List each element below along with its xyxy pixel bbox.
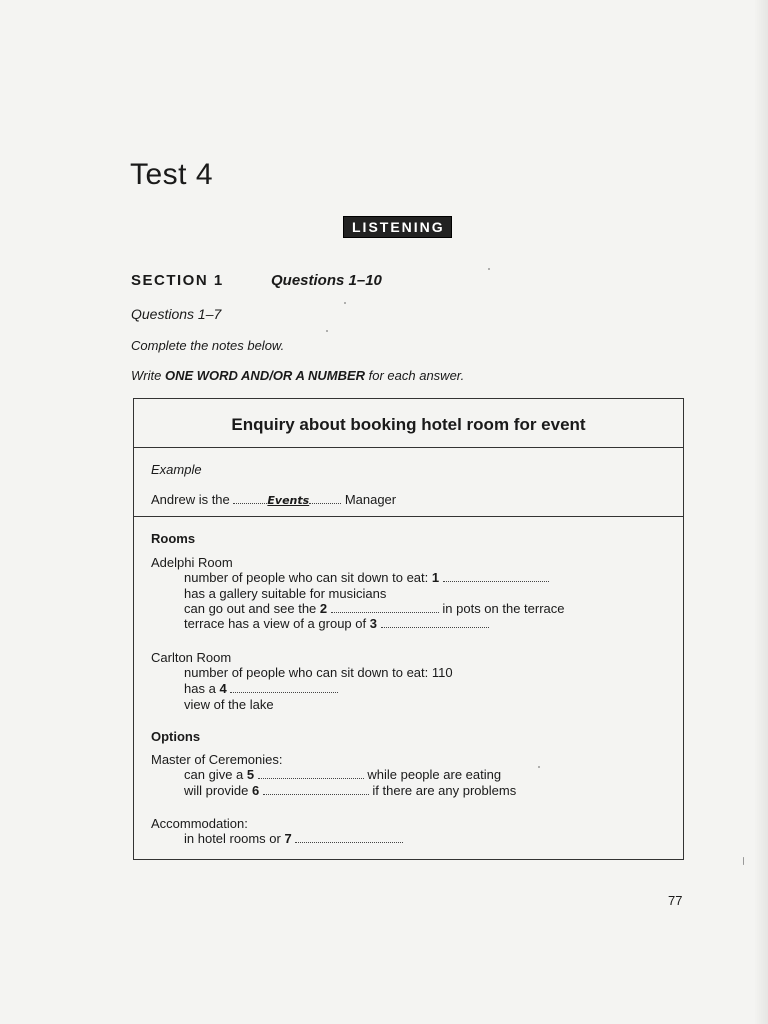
adelphi-line-4: [184, 616, 489, 631]
scan-speck: [488, 268, 490, 270]
mc-line-2-suffix: if there are any problems: [372, 783, 517, 798]
answer-blank-7[interactable]: [295, 832, 403, 843]
question-number-7: 7: [284, 831, 292, 846]
notes-title: Enquiry about booking hotel room for event: [231, 415, 586, 434]
example-line: [151, 492, 396, 507]
instruction-suffix: for each answer.: [368, 368, 465, 383]
options-heading: Options: [151, 729, 201, 744]
mc-line-1-prefix: can give a: [184, 767, 244, 782]
carlton-line-1: number of people who can sit down to eat: 110: [184, 665, 453, 680]
example-prefix: Andrew is the: [151, 492, 230, 507]
scan-speck: [344, 302, 346, 304]
test-title: Test 4: [130, 158, 214, 191]
answer-blank-1[interactable]: [443, 571, 549, 582]
scan-speck: [538, 766, 540, 768]
section-heading: SECTION 1: [131, 272, 224, 289]
carlton-line-2: [184, 681, 338, 696]
adelphi-line-2: has a gallery suitable for musicians: [184, 586, 387, 601]
instruction-complete-notes: Complete the notes below.: [131, 338, 285, 353]
question-number-2: 2: [319, 601, 328, 616]
adelphi-room-label: Adelphi Room: [151, 555, 233, 570]
rooms-heading: Rooms: [151, 531, 196, 546]
question-number-6: 6: [251, 783, 260, 798]
instruction-prefix: Write: [131, 368, 162, 383]
question-number-4: 4: [219, 681, 227, 696]
mc-line-2-prefix: will provide: [184, 783, 249, 798]
mc-line-1-suffix: while people are eating: [367, 767, 502, 782]
scan-speck: [743, 857, 744, 865]
adelphi-line-3-prefix: can go out and see the: [184, 601, 317, 616]
answer-blank-4[interactable]: [230, 682, 338, 693]
adelphi-line-1-text: number of people who can sit down to eat:: [184, 570, 429, 585]
question-number-5: 5: [246, 767, 255, 782]
instruction-bold: ONE WORD AND/OR A NUMBER: [164, 368, 366, 383]
instruction-word-limit: [131, 368, 464, 383]
mc-line-1: [184, 767, 501, 782]
questions-range: Questions 1–10: [271, 272, 382, 289]
question-number-1: 1: [431, 570, 440, 585]
scan-speck: [326, 330, 328, 332]
answer-blank-2[interactable]: [331, 602, 439, 613]
sub-questions-range: Questions 1–7: [131, 306, 222, 322]
answer-blank-5[interactable]: [258, 768, 364, 779]
page-number: 77: [668, 893, 683, 908]
adelphi-line-3-suffix: in pots on the terrace: [442, 601, 565, 616]
page-edge-shadow: [754, 0, 768, 1024]
example-dots-right: [309, 493, 341, 504]
question-number-3: 3: [369, 616, 377, 631]
example-divider: [134, 516, 683, 517]
example-dots-left: [233, 493, 267, 504]
notes-box: [133, 398, 684, 860]
carlton-room-label: Carlton Room: [151, 650, 232, 665]
carlton-line-2-prefix: has a: [184, 681, 216, 696]
answer-blank-6[interactable]: [263, 784, 369, 795]
adelphi-line-3: [184, 601, 565, 616]
mc-line-2: [184, 783, 516, 798]
listening-badge: LISTENING: [343, 216, 452, 238]
example-suffix: Manager: [344, 492, 397, 507]
carlton-line-3: view of the lake: [184, 697, 274, 712]
title-divider: [134, 447, 683, 448]
adelphi-line-4-prefix: terrace has a view of a group of: [184, 616, 367, 631]
accommodation-line-1: [184, 831, 403, 846]
example-label: Example: [151, 462, 202, 477]
adelphi-line-1: [184, 570, 549, 585]
example-answer: Events: [267, 494, 310, 507]
answer-blank-3[interactable]: [381, 617, 489, 628]
accommodation-label: Accommodation:: [151, 816, 248, 831]
accommodation-line-1-prefix: in hotel rooms or: [184, 831, 281, 846]
mc-label: Master of Ceremonies:: [151, 752, 283, 767]
